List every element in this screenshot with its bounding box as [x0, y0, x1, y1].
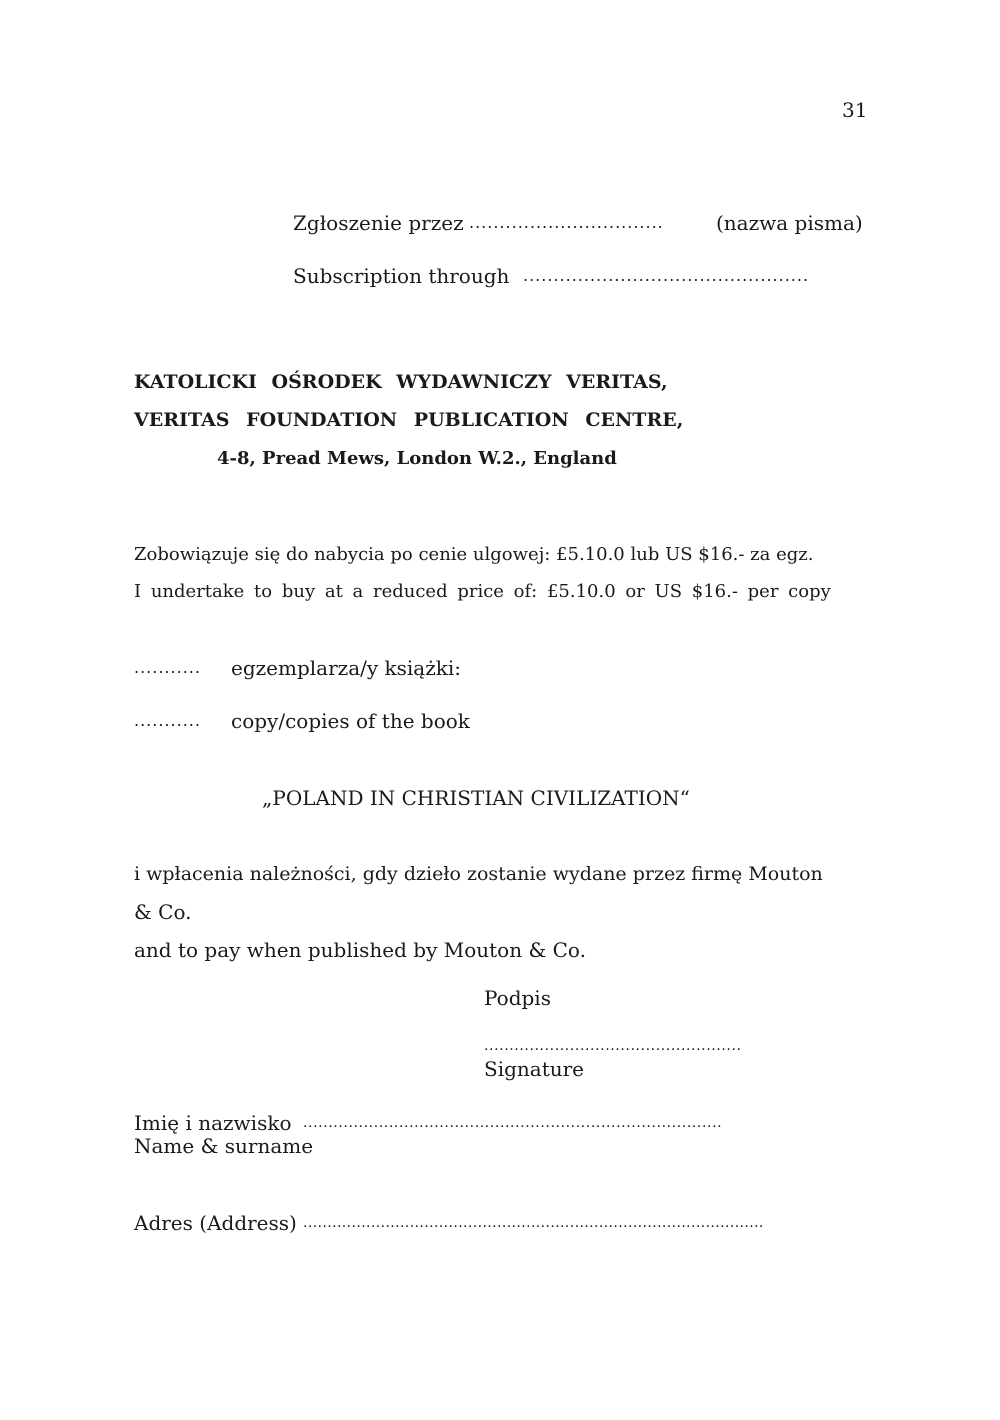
copies-pl-dots: ........... — [134, 658, 201, 677]
name-en-label: Name & surname — [134, 1134, 314, 1158]
signature-pl-label: Podpis — [484, 986, 551, 1010]
payment-pl-line-2: & Co. — [134, 900, 192, 924]
undertaking-en: I undertake to buy at a reduced price of: £5.10.0 or US $16.- per copy — [134, 581, 831, 602]
page-number: 31 — [842, 98, 868, 122]
address-label: Adres (Address) — [134, 1211, 297, 1235]
payment-pl-line-1: i wpłacenia należności, gdy dzieło zostanie wydane przez firmę Mouton — [134, 863, 823, 885]
copies-en-label: copy/copies of the book — [231, 709, 470, 733]
submission-en-label: Subscription through — [293, 264, 510, 288]
signature-en-label: Signature — [484, 1057, 585, 1081]
publisher-address: 4-8, Pread Mews, London W.2., England — [217, 448, 617, 469]
address-line: ............................................................................................... — [303, 1215, 764, 1231]
payment-en: and to pay when published by Mouton & Co. — [134, 938, 586, 962]
copies-en-dots: ........... — [134, 711, 201, 730]
publisher-line-1: KATOLICKI OŚRODEK WYDAWNICZY VERITAS, — [134, 371, 668, 393]
submission-en-dots: ............................................... — [523, 266, 810, 285]
publisher-line-2: VERITAS FOUNDATION PUBLICATION CENTRE, — [134, 409, 684, 431]
signature-line: ................................................... — [484, 1038, 742, 1054]
book-title: „POLAND IN CHRISTIAN CIVILIZATION“ — [262, 786, 690, 810]
submission-pl-label: Zgłoszenie przez — [293, 211, 464, 235]
copies-pl-label: egzemplarza/y książki: — [231, 656, 462, 680]
name-pl-label: Imię i nazwisko — [134, 1111, 292, 1135]
submission-pl-dots: ................................ — [469, 213, 664, 232]
name-line: ................................................................................... — [303, 1115, 723, 1131]
submission-pl-suffix: (nazwa pisma) — [716, 211, 863, 235]
undertaking-pl: Zobowiązuje się do nabycia po cenie ulgowej: £5.10.0 lub US $16.- za egz. — [134, 544, 814, 565]
